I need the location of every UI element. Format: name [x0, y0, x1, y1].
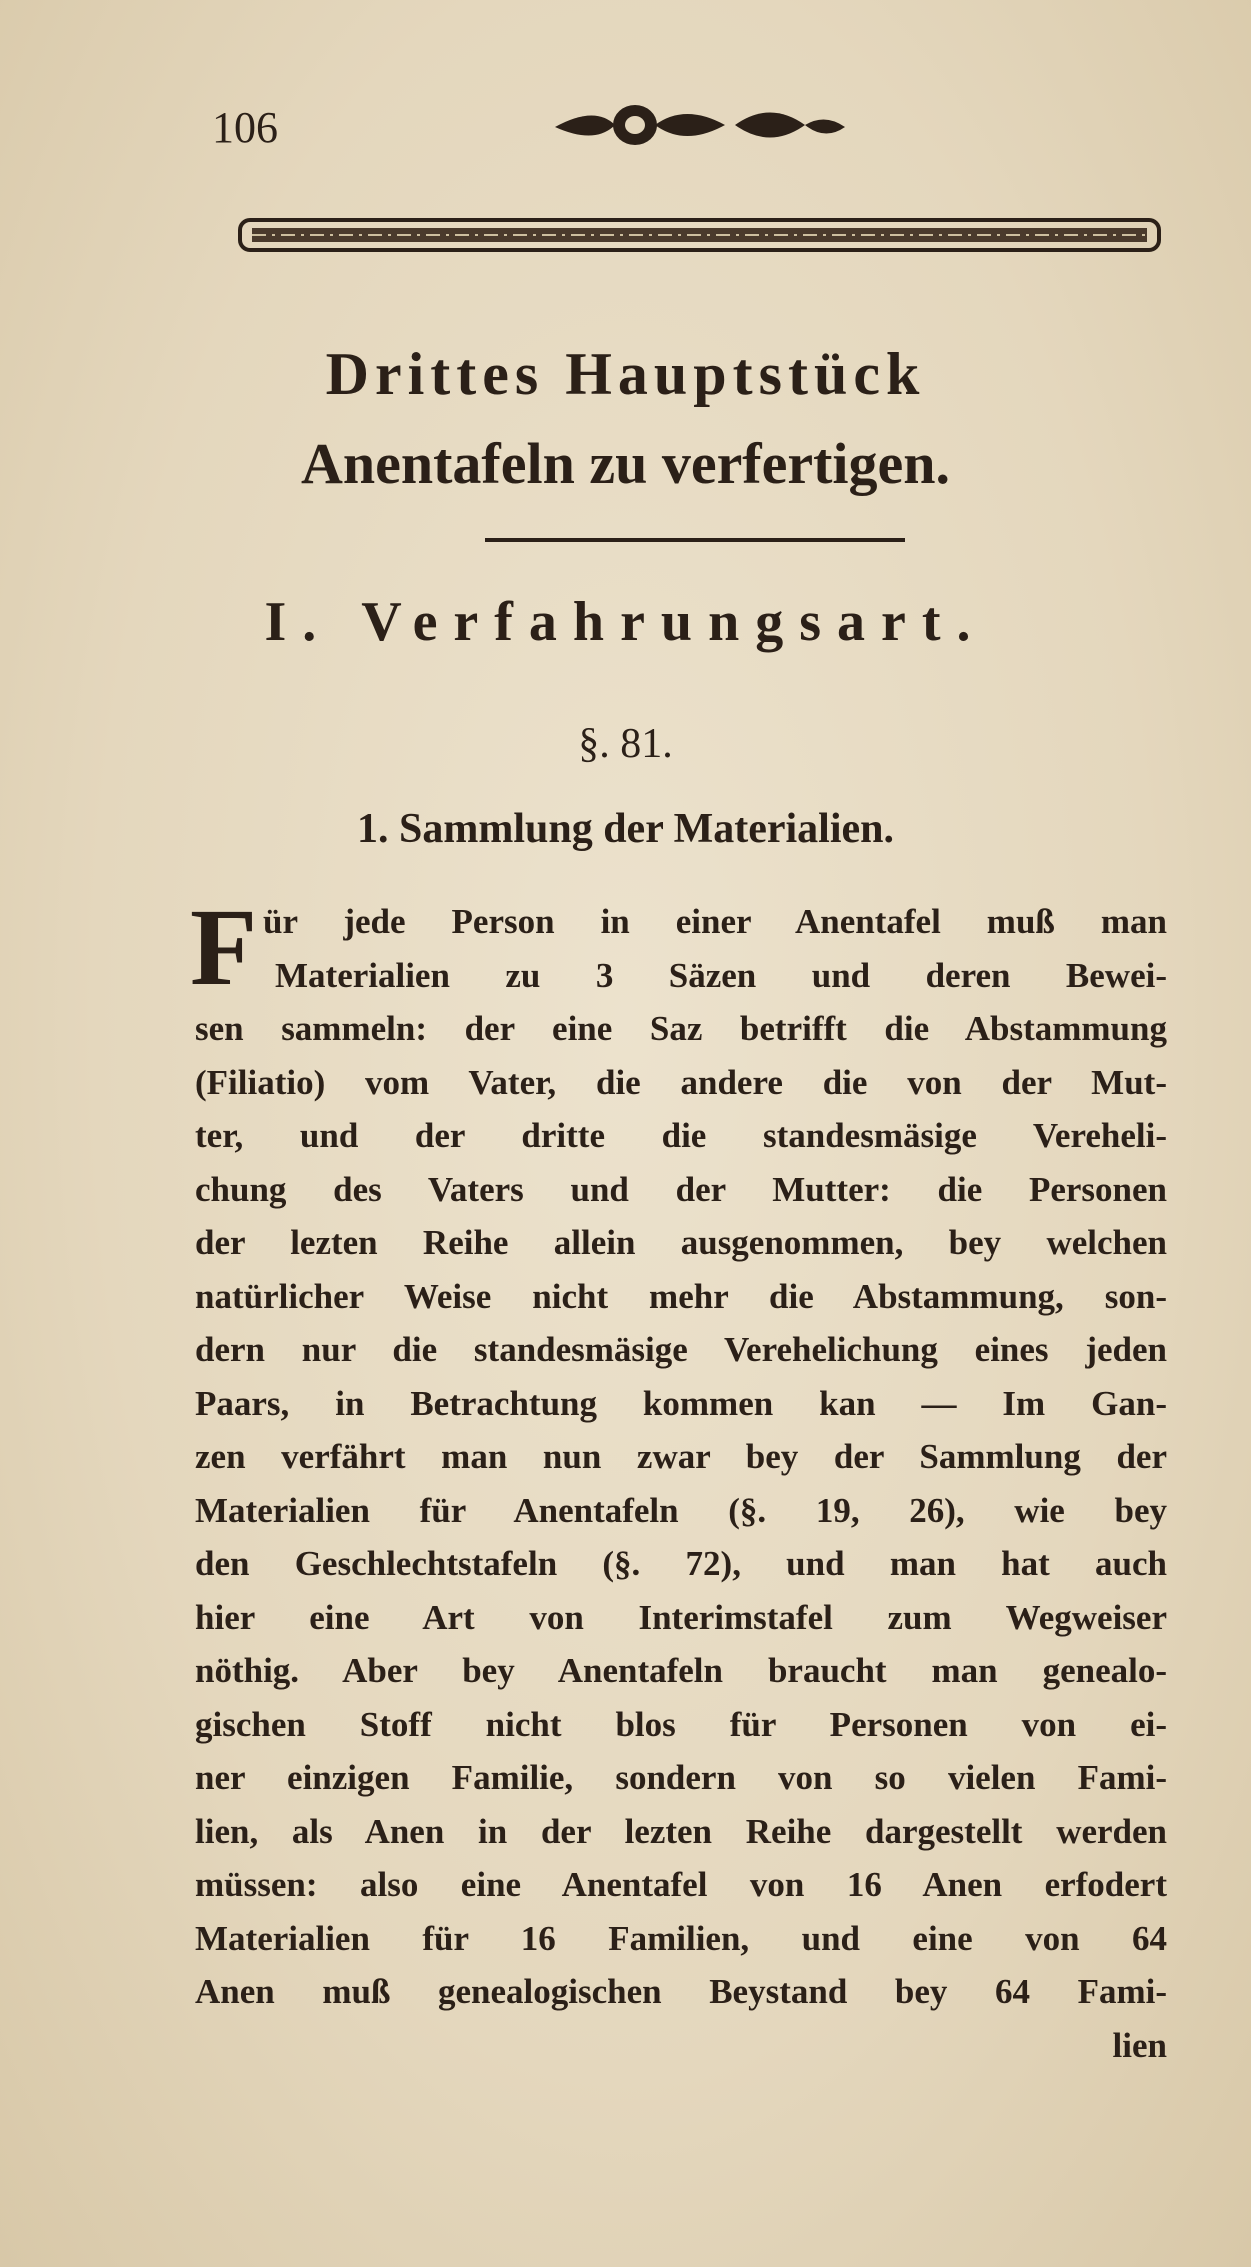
body-line: Materialien zu 3 Säzen und deren Bewei- [275, 955, 1167, 995]
header-ornament [555, 95, 845, 155]
chapter-subtitle: Anentafeln zu verfertigen. [300, 431, 951, 496]
header-rule [232, 212, 1167, 258]
body-line: sen sammeln: der eine Saz betrifft die Abstammung [195, 1009, 1167, 1048]
body-line: der lezten Reihe allein ausgenommen, bey welchen [195, 1223, 1167, 1262]
paragraph-number: §. 81. [578, 721, 673, 767]
body-line: den Geschlechtstafeln (§. 72), und man hat auch [195, 1544, 1167, 1583]
section-title: I. Verfahrungsart. [264, 591, 987, 653]
divider-rule [485, 538, 905, 542]
body-line: müssen: also eine Anentafel von 16 Anen erfodert [195, 1865, 1167, 1904]
body-line: hier eine Art von Interimstafel zum Wegweiser [195, 1597, 1167, 1637]
subsection-title: 1. Sammlung der Materialien. [356, 806, 895, 852]
body-line: lien, als Anen in der lezten Reihe dargestellt werden [195, 1811, 1167, 1851]
catchword: lien [1112, 2025, 1167, 2065]
body-line: chung des Vaters und der Mutter: die Personen [195, 1169, 1167, 1209]
body-line: ner einzigen Familie, sondern von so vielen Fami- [195, 1758, 1167, 1797]
body-line: Materialien für 16 Familien, und eine von 64 [195, 1918, 1167, 1958]
body-line: Anen muß genealogischen Beystand bey 64 Fami- [195, 1972, 1167, 2011]
body-line: natürlicher Weise nicht mehr die Abstammung, son- [195, 1276, 1167, 1316]
body-line: dern nur die standesmäsige Verehelichung eines jeden [195, 1330, 1167, 1369]
body-line: gischen Stoff nicht blos für Personen von ei- [195, 1704, 1167, 1744]
body-line: zen verfährt man nun zwar bey der Sammlung der [195, 1437, 1167, 1476]
body-line: (Filiatio) vom Vater, die andere die von der Mut- [195, 1062, 1167, 1102]
body-line: Paars, in Betrachtung kommen kan — Im Gan- [195, 1383, 1167, 1423]
chapter-title: Drittes Hauptstück [325, 341, 926, 407]
drop-initial: F [190, 886, 258, 1008]
body-line: Materialien für Anentafeln (§. 19, 26), wie bey [195, 1490, 1167, 1530]
body-line: nöthig. Aber bey Anentafeln braucht man genealo- [195, 1651, 1167, 1690]
body-line: ür jede Person in einer Anentafel muß man [263, 902, 1167, 941]
body-text [190, 886, 1167, 2072]
page-number: 106 [212, 103, 278, 152]
body-line: ter, und der dritte die standesmäsige Vereheli- [195, 1116, 1167, 1155]
